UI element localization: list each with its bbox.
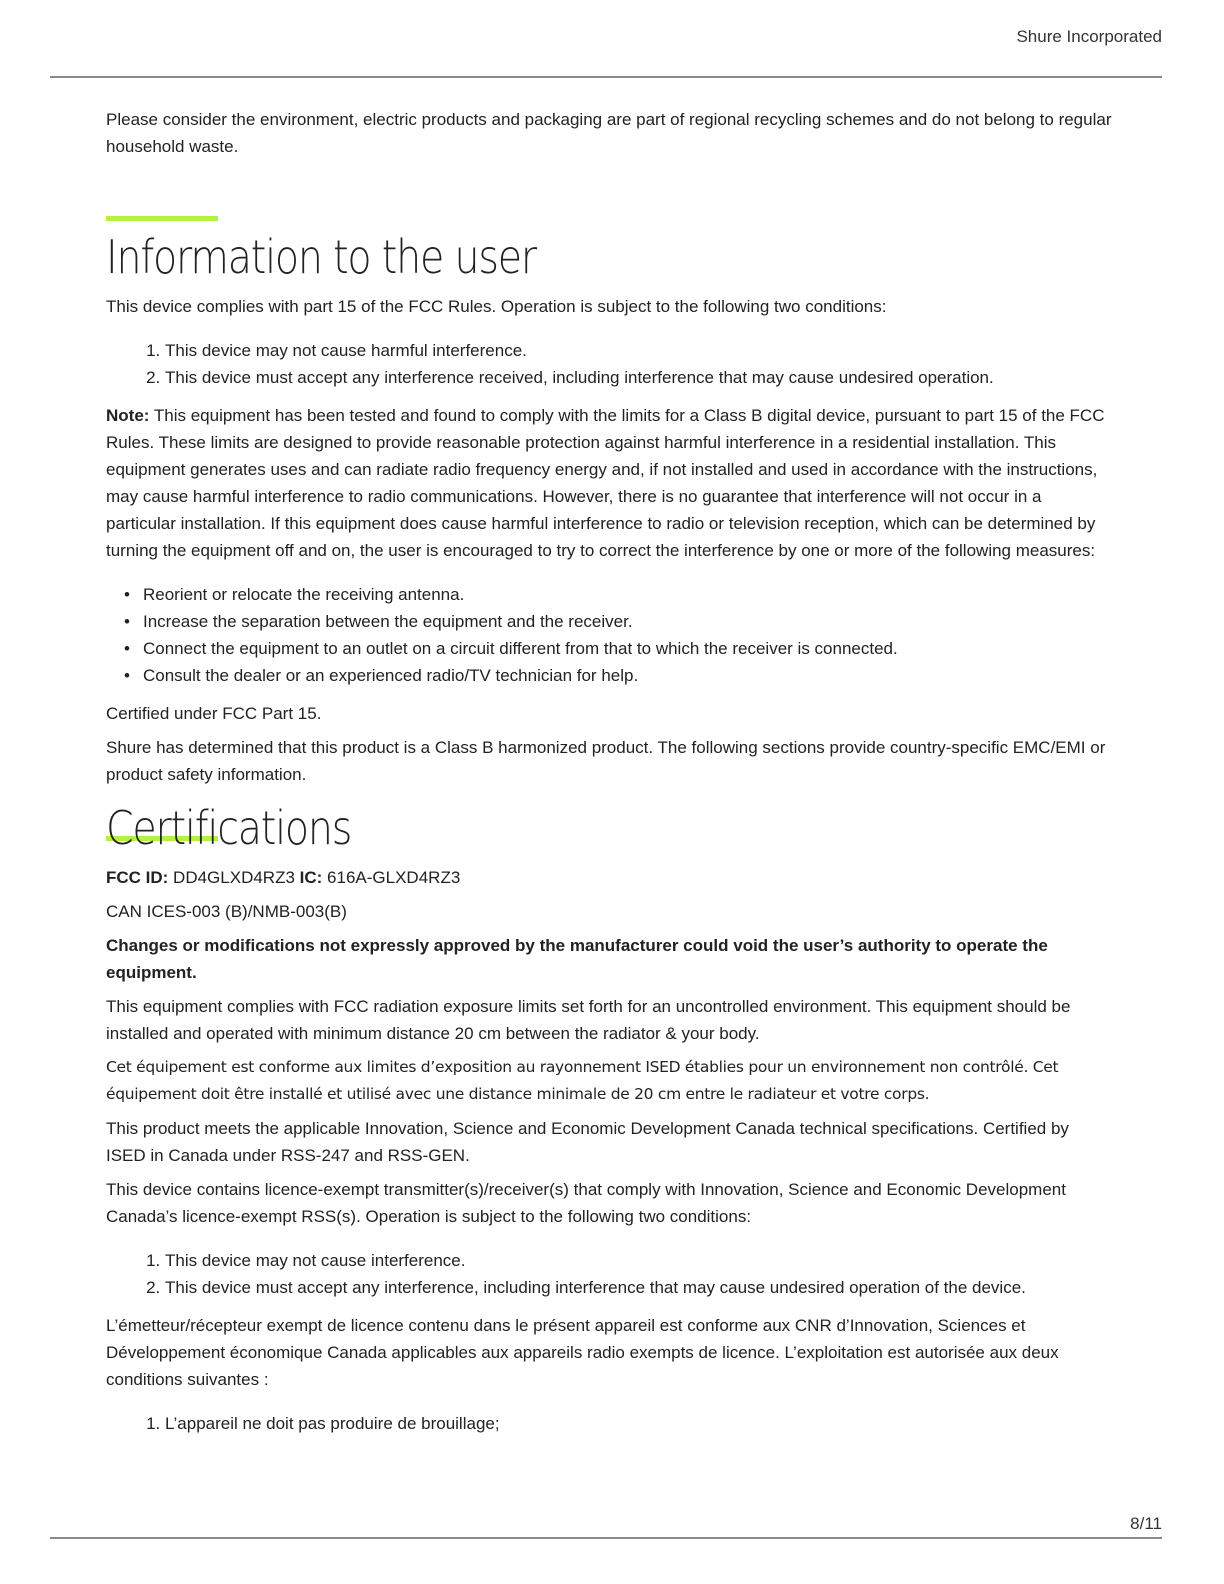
section-title-information: Information to the user xyxy=(106,230,536,284)
fcc-id-label: FCC ID: xyxy=(106,868,169,887)
radiation-exposure-fr: Cet équipement est conforme aux limites d’exposition au rayonnement ISED établies pour un environnement non contrôlé. Cet équipement doit être installé et utilisé avec une distance minimale de 20 cm entre le radiateur et votre corps. xyxy=(106,1058,1059,1103)
licence-exempt-fr-paragraph: L’émetteur/récepteur exempt de licence contenu dans le présent appareil est conforme aux CNR d’Innovation, Sciences et Développement économique Canada applicables aux appareils radio exempts de licence. L’exploitation est autorisée aux deux conditions suivantes : xyxy=(106,1316,1059,1389)
list-item: • Reorient or relocate the receiving antenna. xyxy=(143,581,1112,608)
ic-label: IC: xyxy=(299,868,323,887)
note-label: Note: xyxy=(106,406,150,425)
certifications-heading xyxy=(106,798,1112,858)
list-item: • Consult the dealer or an experienced radio/TV technician for help. xyxy=(143,662,1112,689)
section-accent-bar xyxy=(106,216,218,221)
list-item: 1. L’appareil ne doit pas produire de brouillage; xyxy=(165,1410,1112,1437)
fcc-id-value: DD4GLXD4RZ3 xyxy=(168,868,300,887)
list-item: 2. This device must accept any interference received, including interference that may cause undesired operation. xyxy=(165,364,1112,391)
licence-exempt-paragraph: This device contains licence-exempt transmitter(s)/receiver(s) that comply with Innovation, Science and Economic Development Canada’s licence-exempt RSS(s). Operation is subject to the following two conditions: xyxy=(106,1180,1066,1226)
note-paragraph xyxy=(106,402,1112,564)
ic-value: 616A-GLXD4RZ3 xyxy=(322,868,461,887)
note-text: This equipment has been tested and found to comply with the limits for a Class B digital device, pursuant to part 15 of the FCC Rules. These limits are designed to provide reasonable protection against harmful interference in a residential installation. This equipment generates uses and can radiate radio frequency energy and, if not installed and used in accordance with the instructions, may cause harmful interference to radio communications. However, there is no guarantee that interference will not occur in a particular installation. If this equipment does cause harmful interference to radio or television reception, which can be determined by turning the equipment off and on, the user is encouraged to try to correct the interference by one or more of the following measures: xyxy=(106,406,1105,560)
section-title-certifications: Certifications xyxy=(106,801,352,855)
radiation-exposure-en: This equipment complies with FCC radiation exposure limits set forth for an uncontrolled environment. This equipment should be installed and operated with minimum distance 20 cm between the radiator & your body. xyxy=(106,997,1071,1043)
interference-measures-list xyxy=(106,581,1112,689)
fcc-ic-ids xyxy=(106,864,1112,891)
ices-paragraph: CAN ICES-003 (B)/NMB-003(B) xyxy=(106,902,347,921)
fcc-compliance-paragraph: This device complies with part 15 of the FCC Rules. Operation is subject to the following two conditions: xyxy=(106,297,887,316)
list-item: 2. This device must accept any interference, including interference that may cause undesired operation of the device. xyxy=(165,1274,1112,1301)
ised-conditions-fr-list xyxy=(106,1410,1112,1437)
list-item: • Connect the equipment to an outlet on a circuit different from that to which the receiver is connected. xyxy=(143,635,1112,662)
changes-warning-text: Changes or modifications not expressly approved by the manufacturer could void the user’s authority to operate the equipment. xyxy=(106,936,1048,982)
list-item: • Increase the separation between the equipment and the receiver. xyxy=(143,608,1112,635)
list-item: 1. This device may not cause harmful interference. xyxy=(165,337,1112,364)
header-divider xyxy=(50,76,1162,78)
footer-divider xyxy=(50,1537,1162,1539)
ised-paragraph: This product meets the applicable Innovation, Science and Economic Development Canada technical specifications. Certified by ISED in Canada under RSS-247 and RSS-GEN. xyxy=(106,1119,1069,1165)
document-body xyxy=(106,106,1112,1448)
certified-fcc-paragraph: Certified under FCC Part 15. xyxy=(106,704,322,723)
changes-warning xyxy=(106,932,1112,986)
header-company-name: Shure Incorporated xyxy=(1016,27,1162,46)
harmonized-paragraph: Shure has determined that this product is a Class B harmonized product. The following sections provide country-specific EMC/EMI or product safety information. xyxy=(106,738,1106,784)
page-number: 8/11 xyxy=(1130,1514,1162,1533)
fcc-conditions-list xyxy=(106,337,1112,391)
ised-conditions-list xyxy=(106,1247,1112,1301)
recycling-notice: Please consider the environment, electric products and packaging are part of regional recycling schemes and do not belong to regular household waste. xyxy=(106,110,1112,156)
list-item: 1. This device may not cause interference. xyxy=(165,1247,1112,1274)
